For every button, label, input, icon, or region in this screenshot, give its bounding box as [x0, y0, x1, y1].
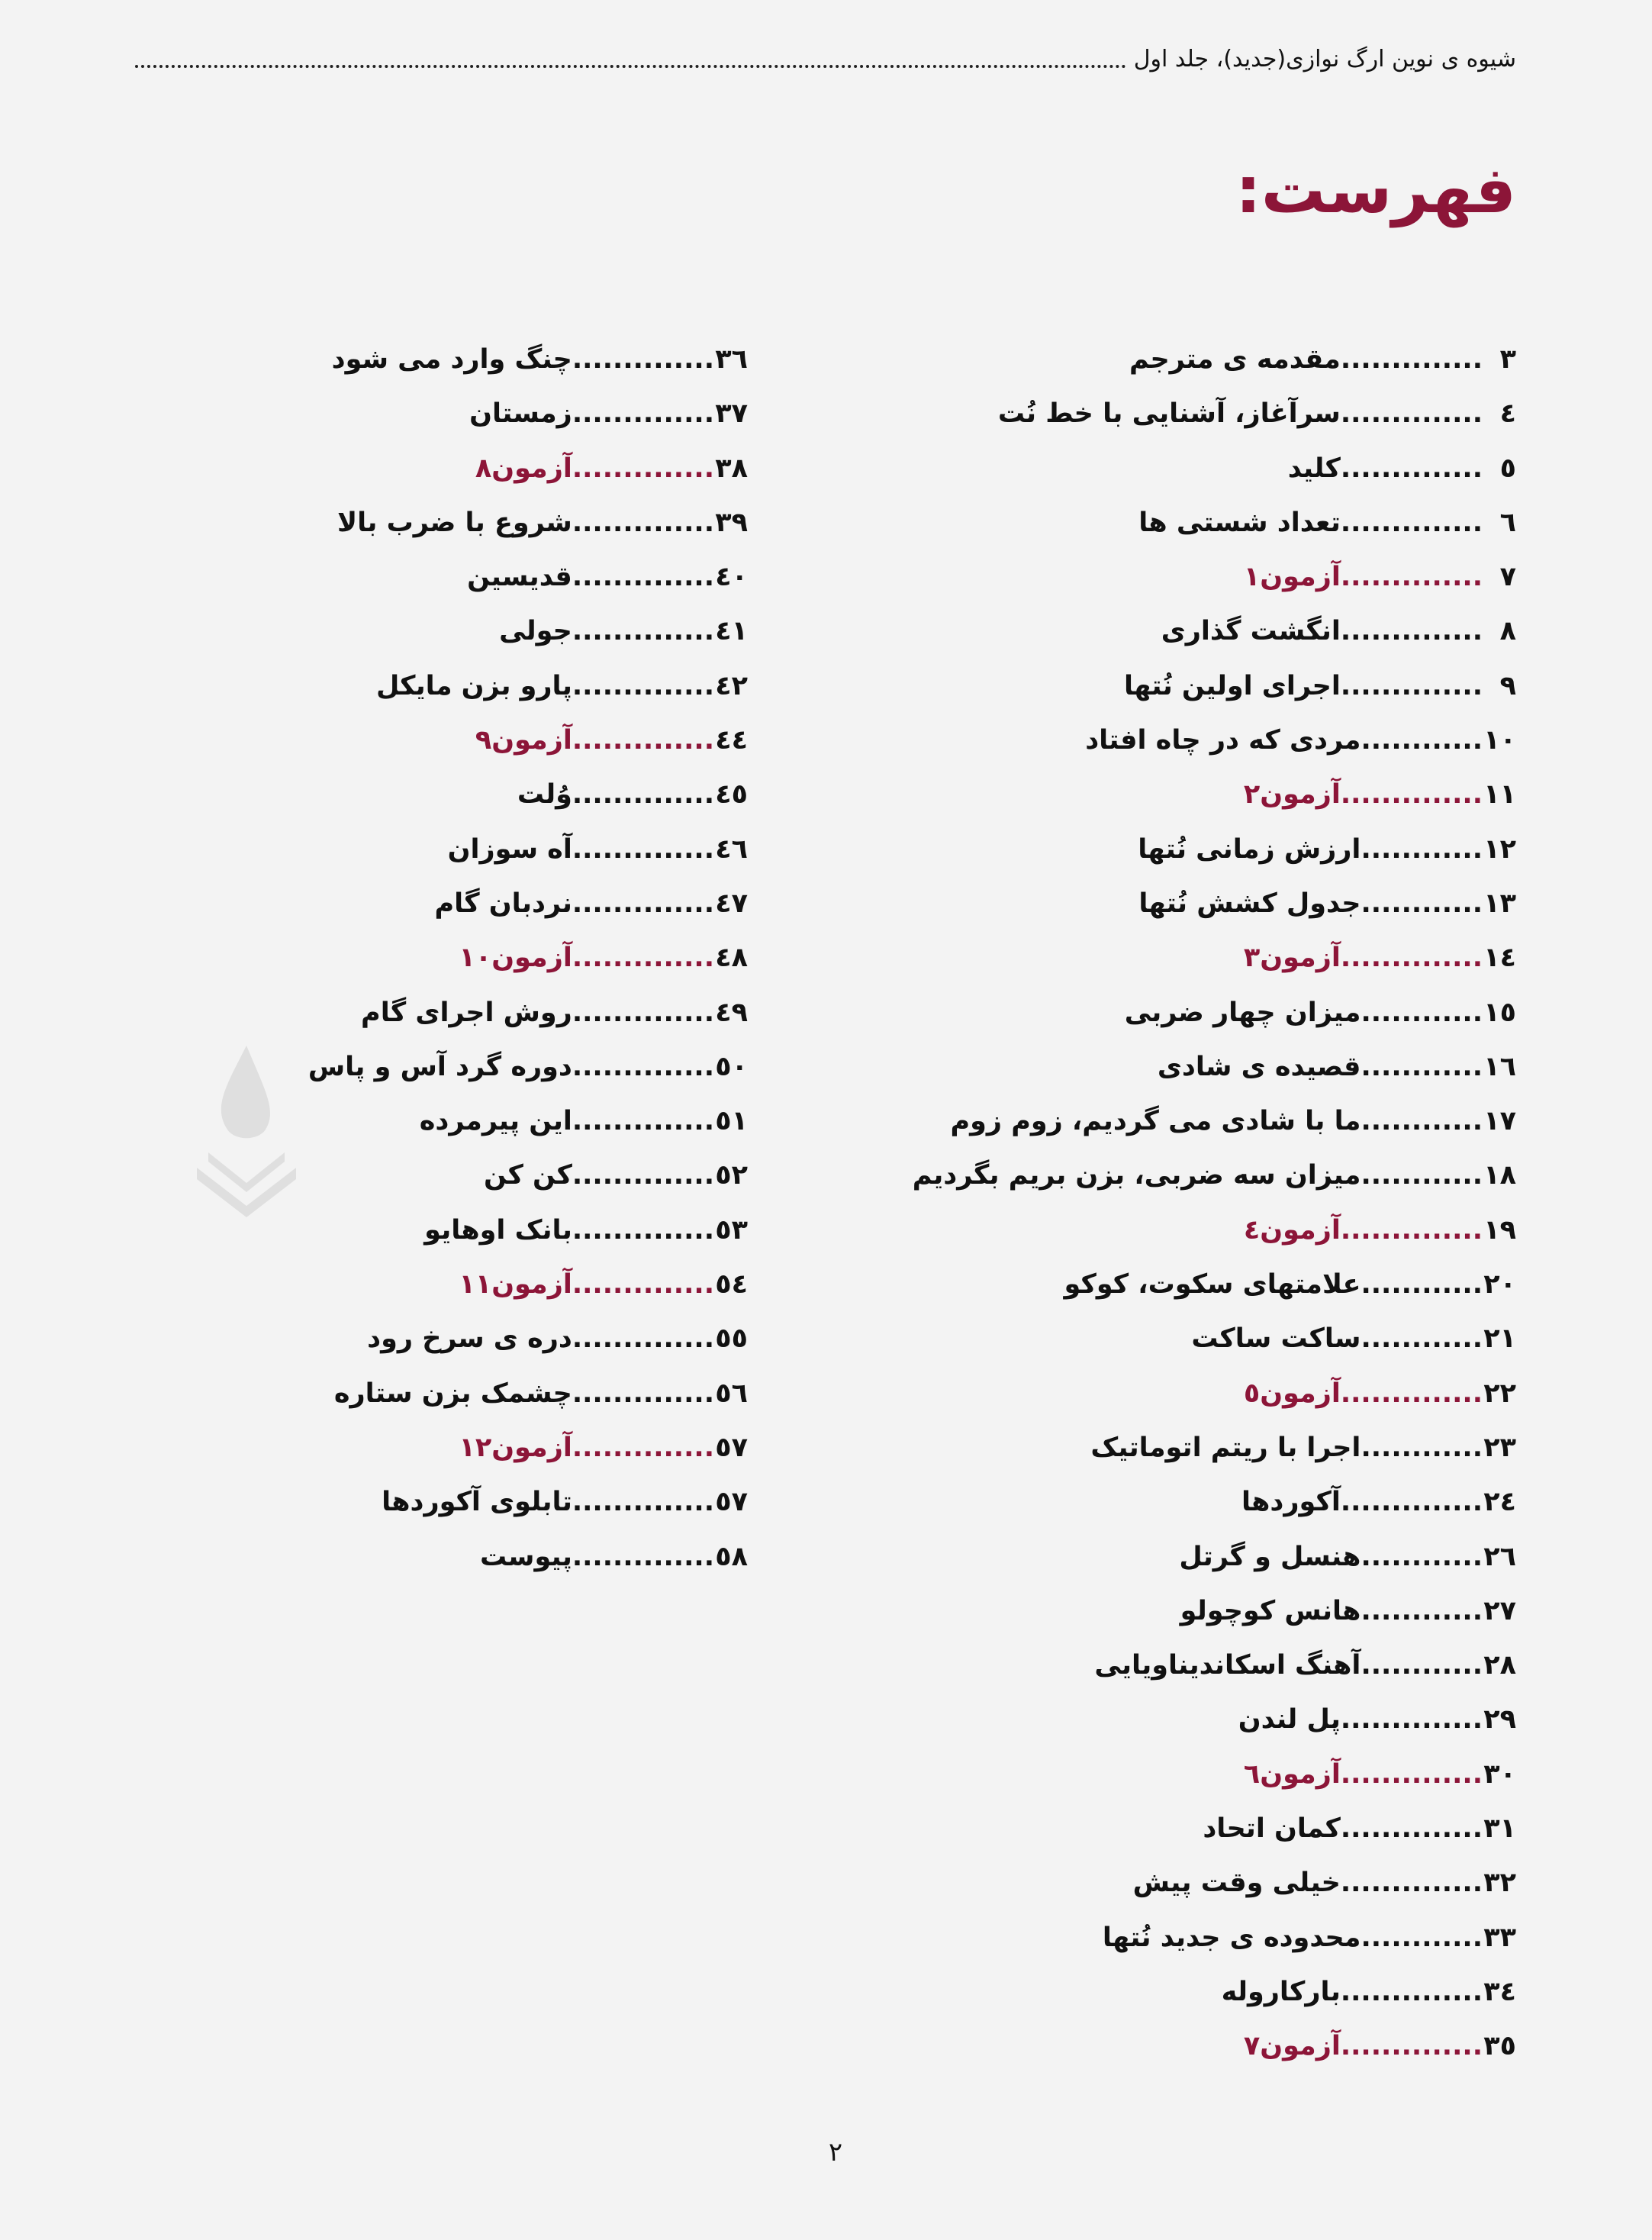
toc-leader-dots: ............ — [1361, 1106, 1483, 1137]
toc-page-number: ۲٤ — [1483, 1487, 1516, 1518]
toc-leader-dots: .............. — [1340, 1704, 1483, 1736]
toc-entry-title: آهنگ اسکاندیناویایی — [1094, 1650, 1361, 1681]
toc-page-number: ۳ — [1499, 344, 1516, 375]
toc-leader-dots: .............. — [1340, 453, 1483, 484]
toc-leader-dots: .............. — [572, 779, 714, 811]
toc-page-number: ٤۷ — [715, 888, 748, 919]
toc-leader-dots: ............ — [1361, 997, 1483, 1028]
toc-page-number: ۱٤ — [1483, 943, 1516, 974]
toc-page-number: ۲۱ — [1483, 1323, 1516, 1355]
toc-entry-title: مقدمه ی مترجم — [1129, 344, 1341, 375]
toc-column-left — [308, 333, 748, 1584]
toc-entry[interactable] — [913, 496, 1516, 550]
toc-entry[interactable] — [913, 1367, 1516, 1421]
toc-entry-title: دره ی سرخ رود — [367, 1323, 572, 1355]
toc-entry-title: نردبان گام — [434, 888, 572, 919]
toc-page-number: ٤۱ — [715, 616, 748, 647]
toc-entry[interactable] — [308, 1040, 748, 1094]
toc-entry[interactable] — [308, 931, 748, 985]
toc-leader-dots: .............. — [572, 670, 714, 701]
toc-entry-title: اجرا با ریتم اتوماتیک — [1090, 1432, 1361, 1463]
toc-entry-title: وُلت — [517, 779, 572, 811]
header-title: شیوه ی نوین ارگ نوازی(جدید)، جلد اول — [1133, 46, 1516, 73]
toc-leader-dots: .............. — [1340, 1868, 1483, 1899]
toc-leader-dots: .............. — [572, 888, 714, 919]
toc-leader-dots: .............. — [572, 1378, 714, 1409]
toc-entry[interactable] — [308, 714, 748, 768]
toc-page-number: ٤٦ — [715, 833, 748, 865]
toc-entry[interactable] — [308, 823, 748, 877]
toc-page-number: ٥۷ — [715, 1432, 748, 1463]
toc-page-number: ۱۳ — [1483, 888, 1516, 919]
toc-leader-dots: .............. — [572, 1269, 714, 1300]
toc-entry-title: این پیرمرده — [419, 1106, 572, 1137]
toc-entry[interactable] — [308, 1421, 748, 1475]
toc-leader-dots: .............. — [572, 943, 714, 974]
toc-entry[interactable] — [913, 1530, 1516, 1584]
toc-page-number: ٥۰ — [715, 1051, 748, 1082]
toc-entry-title: سرآغاز، آشنایی با خط نُت — [997, 398, 1341, 430]
toc-entry[interactable] — [913, 1258, 1516, 1312]
toc-page-number: ٤۸ — [715, 943, 748, 974]
toc-exam-title: آزمون۱۲ — [459, 1432, 572, 1463]
toc-entry-title: تابلوی آکوردها — [382, 1487, 572, 1518]
toc-entry-title: چنگ وارد می شود — [331, 344, 572, 375]
toc-page-number: ۲۲ — [1483, 1378, 1516, 1409]
toc-page-number: ۳۲ — [1483, 1868, 1516, 1899]
toc-page-number: ۳۰ — [1483, 1758, 1516, 1790]
toc-entry-title: ما با شادی می گردیم، زوم زوم — [950, 1106, 1361, 1137]
toc-page-number: ۱۷ — [1483, 1106, 1516, 1137]
toc-leader-dots: ............ — [1361, 833, 1483, 865]
toc-entry-title: مردی که در چاه افتاد — [1085, 725, 1361, 756]
toc-entry-title: جدول کشش نُتها — [1138, 888, 1361, 919]
toc-leader-dots: .............. — [572, 1160, 714, 1191]
toc-page-number: ۳٤ — [1483, 1976, 1516, 2007]
toc-entry[interactable] — [308, 1204, 748, 1258]
toc-page-number: ۳٥ — [1483, 2031, 1516, 2062]
toc-entry[interactable] — [913, 333, 1516, 387]
toc-page-number: ٥٦ — [715, 1378, 748, 1409]
toc-entry-title: پل لندن — [1238, 1704, 1341, 1736]
toc-page-number: ٤۰ — [715, 562, 748, 593]
toc-entry-title: بانک اوهایو — [424, 1214, 572, 1246]
toc-entry[interactable] — [913, 1094, 1516, 1149]
toc-leader-dots: .............. — [1340, 507, 1483, 538]
toc-page-number: ٥۸ — [715, 1541, 748, 1572]
toc-leader-dots: ............ — [1361, 1650, 1483, 1681]
toc-entry[interactable] — [913, 659, 1516, 714]
toc-leader-dots: .............. — [572, 1214, 714, 1246]
toc-entry-title: کن کن — [483, 1160, 572, 1191]
toc-leader-dots: .............. — [1340, 1813, 1483, 1845]
toc-leader-dots: ............ — [1361, 725, 1483, 756]
toc-page-number: ۳۹ — [715, 507, 748, 538]
toc-leader-dots: .............. — [1340, 943, 1483, 974]
toc-entry[interactable] — [308, 387, 748, 441]
toc-leader-dots: .............. — [1340, 779, 1483, 811]
toc-entry[interactable] — [913, 1802, 1516, 1856]
toc-page-number: ۱٥ — [1483, 997, 1516, 1028]
toc-entry[interactable] — [913, 1421, 1516, 1475]
toc-column-right — [913, 333, 1516, 2074]
toc-entry[interactable] — [308, 1367, 748, 1421]
toc-page-number: ٦ — [1499, 507, 1516, 538]
toc-page-number: ٤۲ — [715, 670, 748, 701]
toc-entry-title: آکوردها — [1241, 1487, 1341, 1518]
toc-entry-title: میزان چهار ضربی — [1124, 997, 1361, 1028]
toc-leader-dots: .............. — [1340, 1214, 1483, 1246]
toc-entry-title: ساکت ساکت — [1191, 1323, 1361, 1355]
toc-leader-dots: .............. — [572, 616, 714, 647]
toc-entry[interactable] — [913, 986, 1516, 1040]
toc-leader-dots: ............ — [1361, 1922, 1483, 1953]
toc-exam-title: آزمون٤ — [1243, 1214, 1341, 1246]
toc-entry-title: انگشت گذاری — [1161, 616, 1341, 647]
toc-leader-dots: ............ — [1361, 888, 1483, 919]
toc-entry[interactable] — [308, 1475, 748, 1529]
toc-page-number: ٥۱ — [715, 1106, 748, 1137]
toc-entry-title: علامتهای سکوت، کوکو — [1064, 1269, 1361, 1300]
toc-page-number: ۳۸ — [715, 453, 748, 484]
toc-page-number: ٥۲ — [715, 1160, 748, 1191]
toc-leader-dots: .............. — [572, 344, 714, 375]
toc-page-number: ۳۱ — [1483, 1813, 1516, 1845]
toc-leader-dots: .............. — [1340, 1487, 1483, 1518]
toc-entry[interactable] — [913, 550, 1516, 604]
toc-entry-title: کمان اتحاد — [1203, 1813, 1341, 1845]
toc-entry[interactable] — [308, 768, 748, 822]
toc-page-number: ٥ — [1499, 453, 1516, 484]
toc-entry[interactable] — [308, 1530, 748, 1584]
toc-exam-title: آزمون٦ — [1243, 1758, 1341, 1790]
toc-entry-title: ارزش زمانی نُتها — [1138, 833, 1361, 865]
toc-entry-title: هانس کوچولو — [1180, 1595, 1361, 1626]
toc-entry-title: دوره گرد آس و پاس — [308, 1051, 572, 1082]
toc-leader-dots: .............. — [1340, 616, 1483, 647]
toc-leader-dots: ............ — [1361, 1595, 1483, 1626]
toc-page-number: ۲٦ — [1483, 1541, 1516, 1572]
toc-page-number: ۲۹ — [1483, 1704, 1516, 1736]
toc-leader-dots: .............. — [572, 562, 714, 593]
toc-entry-title: اجرای اولین نُتها — [1124, 670, 1341, 701]
toc-page-number: ۱٦ — [1483, 1051, 1516, 1082]
toc-leader-dots: .............. — [1340, 670, 1483, 701]
toc-leader-dots: .............. — [1340, 398, 1483, 430]
toc-entry[interactable] — [913, 768, 1516, 822]
toc-entry-title: آه سوزان — [447, 833, 572, 865]
toc-leader-dots: ............ — [1361, 1541, 1483, 1572]
toc-entry[interactable] — [913, 604, 1516, 659]
toc-entry[interactable] — [913, 1204, 1516, 1258]
toc-entry[interactable] — [308, 1312, 748, 1366]
toc-page-number: ۹ — [1499, 670, 1516, 701]
toc-entry[interactable] — [913, 1856, 1516, 1910]
toc-entry-title: خیلی وقت پیش — [1132, 1868, 1341, 1899]
toc-page-number: ۱۰ — [1483, 725, 1516, 756]
toc-leader-dots: .............. — [572, 1541, 714, 1572]
toc-entry[interactable] — [913, 1639, 1516, 1693]
toc-leader-dots: ............ — [1361, 1160, 1483, 1191]
toc-entry-title: کلید — [1287, 453, 1341, 484]
toc-entry[interactable] — [913, 823, 1516, 877]
toc-entry[interactable] — [913, 2019, 1516, 2074]
toc-leader-dots: .............. — [572, 1487, 714, 1518]
toc-page-number: ٤ — [1499, 398, 1516, 430]
toc-leader-dots: .............. — [1340, 1758, 1483, 1790]
toc-entry[interactable] — [308, 1149, 748, 1203]
toc-entry[interactable] — [308, 550, 748, 604]
toc-entry[interactable] — [308, 1258, 748, 1312]
page-title: فهرست: — [1235, 153, 1516, 227]
toc-entry-title: جولی — [499, 616, 572, 647]
toc-page-number: ٥٤ — [715, 1269, 748, 1300]
toc-entry-title: پارو بزن مایکل — [375, 670, 572, 701]
toc-entry[interactable] — [913, 877, 1516, 931]
toc-entry-title: زمستان — [469, 398, 572, 430]
toc-entry[interactable] — [308, 604, 748, 659]
toc-leader-dots: .............. — [1340, 1976, 1483, 2007]
toc-leader-dots: .............. — [572, 453, 714, 484]
toc-leader-dots: ............ — [1361, 1323, 1483, 1355]
toc-leader-dots: ............ — [1361, 1432, 1483, 1463]
toc-leader-dots: ............ — [1361, 1269, 1483, 1300]
toc-exam-title: آزمون۲ — [1243, 779, 1341, 811]
toc-entry[interactable] — [913, 1693, 1516, 1747]
toc-entry[interactable] — [913, 442, 1516, 496]
toc-leader-dots: ............ — [1361, 1051, 1483, 1082]
toc-entry[interactable] — [913, 931, 1516, 985]
toc-page-number: ۲۷ — [1483, 1595, 1516, 1626]
toc-entry[interactable] — [913, 1312, 1516, 1366]
toc-entry[interactable] — [308, 659, 748, 714]
toc-leader-dots: .............. — [1340, 344, 1483, 375]
toc-page-number: ٤٥ — [715, 779, 748, 811]
toc-exam-title: آزمون٥ — [1243, 1378, 1341, 1409]
toc-entry[interactable] — [913, 1965, 1516, 2019]
toc-page-number: ۱۲ — [1483, 833, 1516, 865]
toc-page-number: ٤٤ — [715, 725, 748, 756]
toc-entry[interactable] — [913, 1149, 1516, 1203]
toc-leader-dots: .............. — [1340, 2031, 1483, 2062]
toc-entry[interactable] — [913, 1748, 1516, 1802]
toc-entry[interactable] — [913, 387, 1516, 441]
running-header — [135, 46, 1516, 73]
toc-entry-title: پیوست — [480, 1541, 572, 1572]
toc-page-number: ۱۱ — [1483, 779, 1516, 811]
toc-entry[interactable] — [913, 1475, 1516, 1529]
toc-entry-title: تعداد شستی ها — [1138, 507, 1341, 538]
toc-exam-title: آزمون۱ — [1243, 562, 1341, 593]
toc-exam-title: آزمون۱۰ — [459, 943, 572, 974]
toc-leader-dots: .............. — [1340, 1378, 1483, 1409]
toc-page-number: ۳٦ — [715, 344, 748, 375]
toc-page-number: ۱۹ — [1483, 1214, 1516, 1246]
toc-entry[interactable] — [308, 1094, 748, 1149]
toc-page-number: ٥۷ — [715, 1487, 748, 1518]
toc-page-number: ۷ — [1499, 562, 1516, 593]
toc-entry-title: هنسل و گرتل — [1179, 1541, 1361, 1572]
toc-entry-title: روش اجرای گام — [361, 997, 572, 1028]
toc-leader-dots: .............. — [572, 398, 714, 430]
toc-exam-title: آزمون۷ — [1243, 2031, 1341, 2062]
toc-leader-dots: .............. — [572, 507, 714, 538]
toc-exam-title: آزمون۳ — [1243, 943, 1341, 974]
toc-entry[interactable] — [913, 1584, 1516, 1639]
toc-leader-dots: .............. — [572, 833, 714, 865]
toc-entry[interactable] — [308, 442, 748, 496]
toc-entry[interactable] — [308, 877, 748, 931]
toc-exam-title: آزمون۹ — [475, 725, 572, 756]
toc-leader-dots: .............. — [572, 725, 714, 756]
toc-page-number: ۲۸ — [1483, 1650, 1516, 1681]
toc-entry[interactable] — [308, 496, 748, 550]
toc-entry[interactable] — [308, 333, 748, 387]
toc-page-number: ٤۹ — [715, 997, 748, 1028]
toc-page-number: ٥۳ — [715, 1214, 748, 1246]
toc-leader-dots: .............. — [572, 1051, 714, 1082]
toc-leader-dots: .............. — [1340, 562, 1483, 593]
faint-logo-watermark — [182, 1038, 311, 1236]
toc-entry-title: قدیسین — [467, 562, 572, 593]
toc-leader-dots: .............. — [572, 1323, 714, 1355]
toc-leader-dots: .............. — [572, 1432, 714, 1463]
toc-page-number: ۳۳ — [1483, 1922, 1516, 1953]
toc-page-number: ۲۰ — [1483, 1269, 1516, 1300]
toc-entry-title: محدوده ی جدید نُتها — [1102, 1922, 1361, 1953]
toc-entry[interactable] — [913, 1040, 1516, 1094]
toc-page-number: ۲۳ — [1483, 1432, 1516, 1463]
toc-entry-title: میزان سه ضربی، بزن بریم بگردیم — [912, 1160, 1361, 1191]
toc-leader-dots: .............. — [572, 997, 714, 1028]
page-number: ۲ — [828, 2137, 843, 2167]
toc-page-number: ٥٥ — [715, 1323, 748, 1355]
toc-page-number: ۱۸ — [1483, 1160, 1516, 1191]
toc-entry-title: چشمک بزن ستاره — [333, 1378, 572, 1409]
toc-entry-title: بارکاروله — [1221, 1976, 1341, 2007]
toc-exam-title: آزمون۸ — [475, 453, 572, 484]
toc-leader-dots: .............. — [572, 1106, 714, 1137]
header-rule — [135, 65, 1126, 68]
toc-entry[interactable] — [913, 714, 1516, 768]
toc-page-number: ۸ — [1499, 616, 1516, 647]
toc-page-number: ۳۷ — [715, 398, 748, 430]
toc-entry-title: قصیده ی شادی — [1157, 1051, 1361, 1082]
toc-entry[interactable] — [913, 1911, 1516, 1965]
toc-entry-title: شروع با ضرب بالا — [337, 507, 572, 538]
toc-entry[interactable] — [308, 986, 748, 1040]
toc-exam-title: آزمون۱۱ — [459, 1269, 572, 1300]
